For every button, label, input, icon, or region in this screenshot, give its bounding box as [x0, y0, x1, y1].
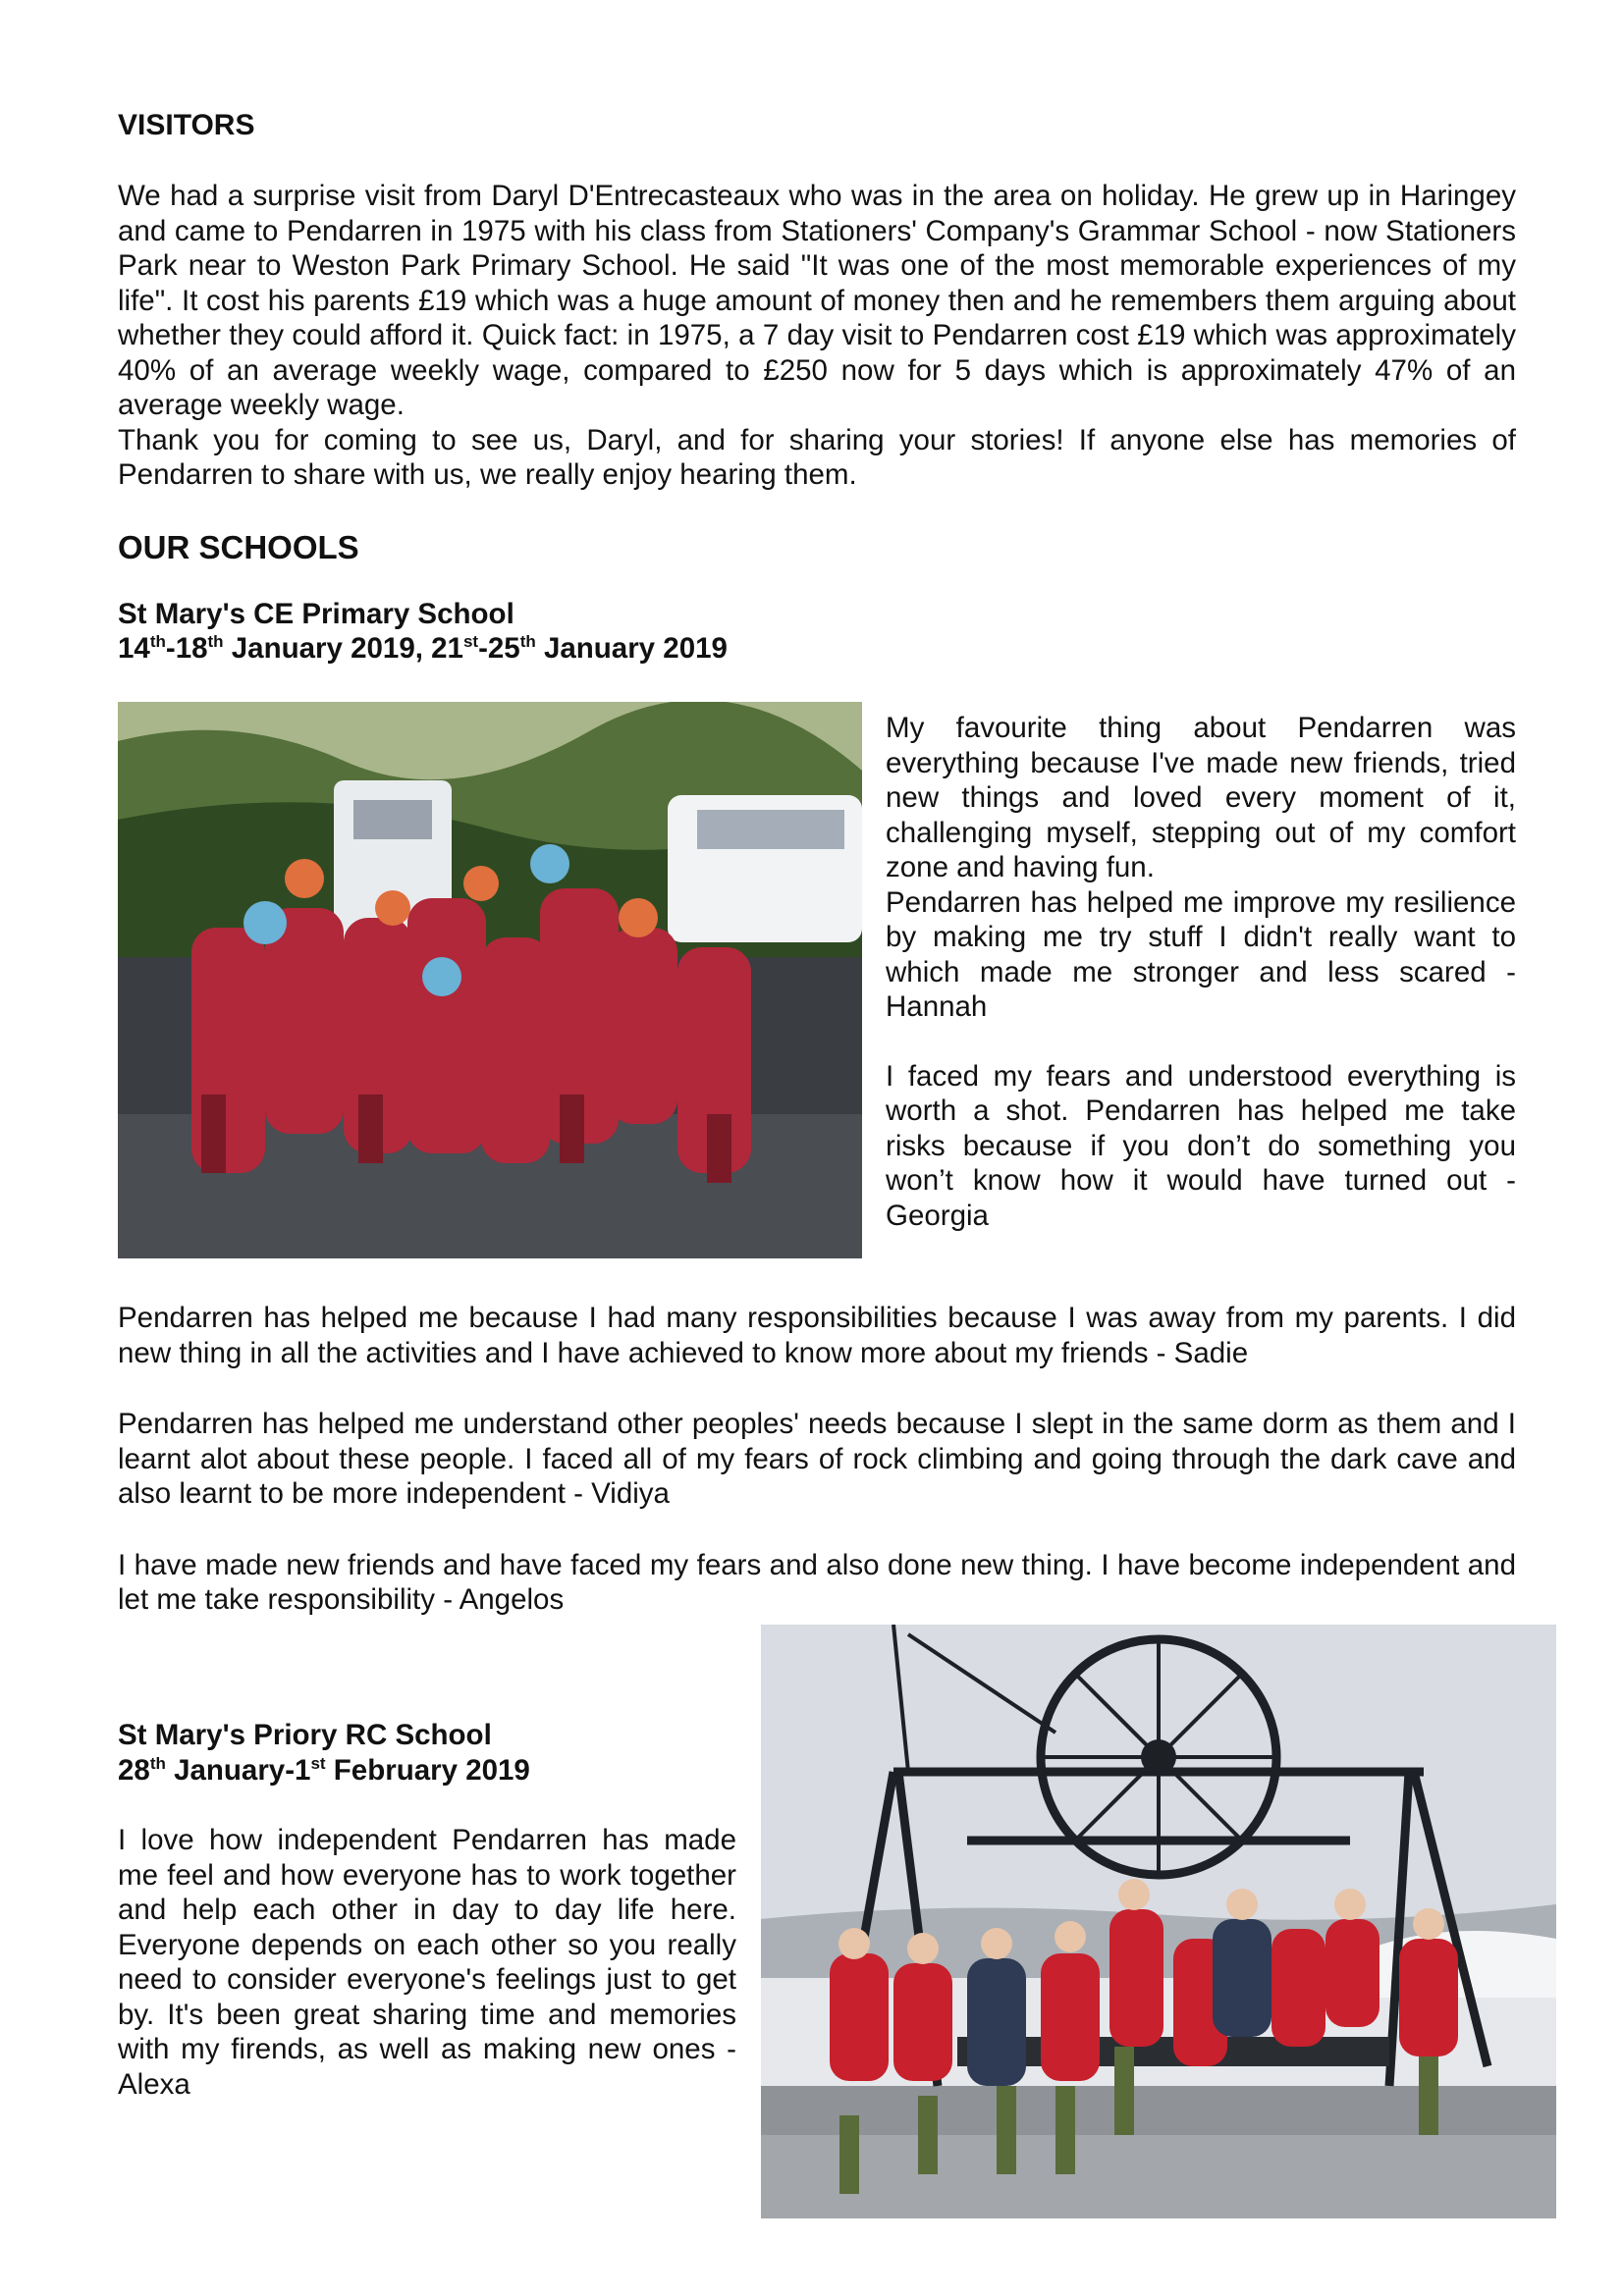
photo-group-red-suits	[118, 702, 862, 1258]
quote-alexa: I love how independent Pendarren has made me feel and how everyone has to work together and help each other in day to day life here. Everyone depends on each other so you really need to consider everyone's feelings just to get by. It's been great sharing time and memories with my firends, as well as making new ones - Alexa	[118, 1824, 736, 2101]
school1-name: St Mary's CE Primary School	[118, 597, 514, 630]
visitors-heading: VISITORS	[118, 109, 255, 141]
photo-group-winding-wheel	[761, 1625, 1556, 2218]
quote-georgia: I faced my fears and understood everything is worth a shot. Pendarren has helped me take risks because if you don’t do something you won’t know how it would have turned out - Georgia	[886, 1059, 1516, 1232]
school2-dates: 28th January-1st February 2019	[118, 1753, 530, 1787]
our-schools-heading: OUR SCHOOLS	[118, 528, 359, 565]
school1-dates: 14th-18th January 2019, 21st-25th January 2019	[118, 632, 728, 665]
visitors-paragraph-2: Thank you for coming to see us, Daryl, and for sharing your stories! If anyone else has memories of Pendarren to share with us, we really enjoy hearing them.	[118, 423, 1516, 491]
quote-angelos: I have made new friends and have faced my fears and also done new thing. I have become independent and let me take responsibility - Angelos	[118, 1548, 1516, 1616]
school2-name: St Mary's Priory RC School	[118, 1719, 492, 1751]
school1-quotes-full-width	[118, 1301, 1516, 1618]
quote-hannah-part2: Pendarren has helped me improve my resilience by making me try stuff I didn't really want to which made me stronger and less scared - Hannah	[886, 885, 1516, 1023]
quote-hannah-part1: My favourite thing about Pendarren was everything because I've made new friends, tried new things and loved every moment of it, challenging myself, stepping out of my comfort zone and having fun.	[886, 712, 1516, 883]
school2-section	[118, 1718, 736, 2102]
document-page	[118, 108, 1516, 667]
school1-quotes-right-column	[886, 711, 1516, 1233]
visitors-paragraph-1: We had a surprise visit from Daryl D'Entrecasteaux who was in the area on holiday. He grew up in Haringey and came to Pendarren in 1975 with his class from Stationers' Company's Grammar School - now Stationers Park near to Weston Park Primary School. He said "It was one of the most memorable experiences of my life". It cost his parents £19 which was a huge amount of money then and he remembers them arguing about whether they could afford it. Quick fact: in 1975, a 7 day visit to Pendarren cost £19 which was approximately 40% of an average weekly wage, compared to £250 now for 5 days which is approximately 47% of an average weekly wage.	[118, 180, 1516, 421]
quote-sadie: Pendarren has helped me because I had many responsibilities because I was away from my parents. I did new thing in all the activities and I have achieved to know more about my friends - Sadie	[118, 1302, 1516, 1369]
quote-vidiya: Pendarren has helped me understand other peoples' needs because I slept in the same dorm as them and I learnt alot about these people. I faced all of my fears of rock climbing and going through the dark cave and also learnt to be more independent - Vidiya	[118, 1408, 1516, 1510]
